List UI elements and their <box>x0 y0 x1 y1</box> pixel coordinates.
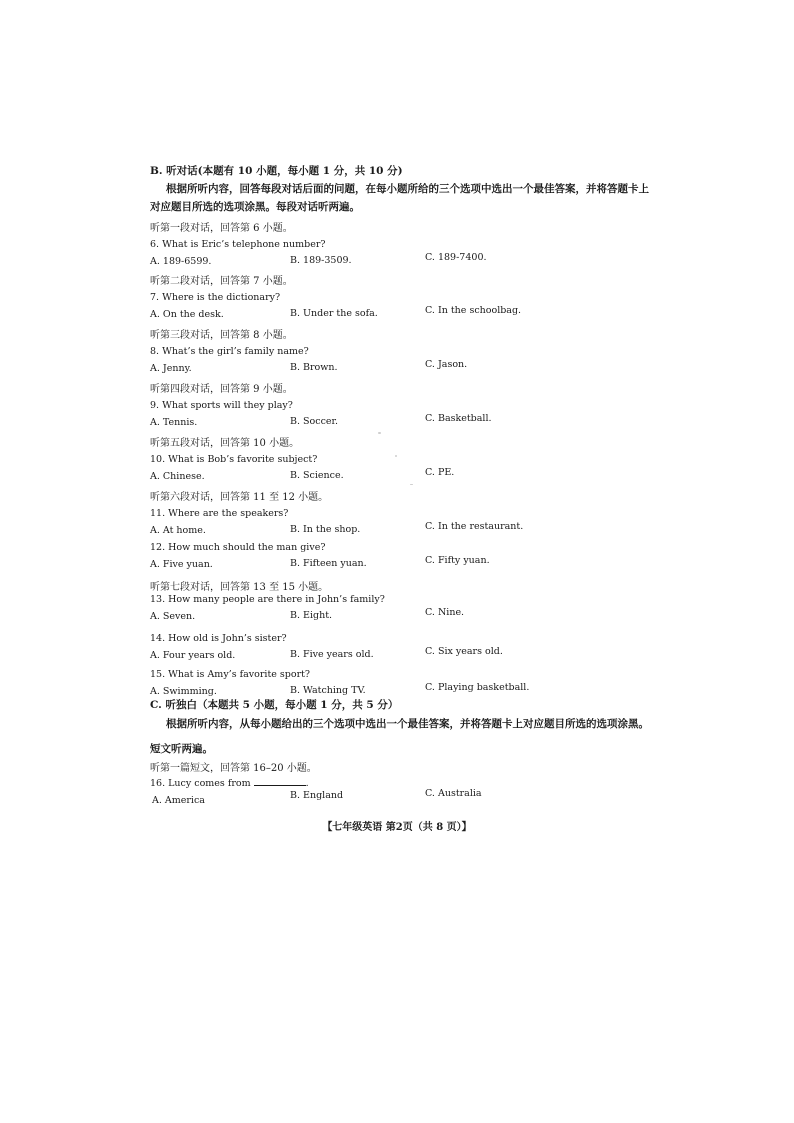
option-a: A. Five yuan. <box>150 559 213 570</box>
scan-speck <box>395 455 397 457</box>
option-c: C. Australia <box>425 788 482 799</box>
section-b-instruction-cont: 对应题目所选的选项涂黑。每段对话听两遍。 <box>150 201 360 213</box>
section-c-lead: 听第一篇短文，回答第 16–20 小题。 <box>150 763 317 774</box>
page-footer: 【七年级英语 第2页（共 8 页）】 <box>322 822 472 833</box>
dialogue-lead: 听第七段对话，回答第 13 至 15 小题。 <box>150 582 329 593</box>
question-text: 6. What is Eric’s telephone number? <box>150 239 326 250</box>
question-text: 11. Where are the speakers? <box>150 508 289 519</box>
option-c: C. Six years old. <box>425 646 503 657</box>
section-c-instruction: 根据所听内容，从每小题给出的三个选项中选出一个最佳答案，并将答题卡上对应题目所选的选项涂黑。 <box>166 718 649 730</box>
answer-blank <box>254 776 306 786</box>
option-b: B. Soccer. <box>290 416 339 427</box>
question-16-text: 16. Lucy comes from <box>150 778 251 789</box>
question-text: 14. How old is John’s sister? <box>150 633 287 644</box>
question-text: 15. What is Amy’s favorite sport? <box>150 669 311 680</box>
option-a: A. Chinese. <box>150 471 205 482</box>
question-text: 12. How much should the man give? <box>150 542 326 553</box>
section-b-instruction: 根据所听内容，回答每段对话后面的问题，在每小题所给的三个选项中选出一个最佳答案，并将答题卡上 <box>166 183 649 195</box>
option-c: C. Nine. <box>425 607 465 618</box>
question-text: 9. What sports will they play? <box>150 400 293 411</box>
option-b: B. Science. <box>290 470 344 481</box>
option-b: B. In the shop. <box>290 524 361 535</box>
question-text: 13. How many people are there in John’s family? <box>150 594 385 605</box>
option-a: A. Four years old. <box>150 650 236 661</box>
question-text: 10. What is Bob’s favorite subject? <box>150 454 318 465</box>
option-b: B. England <box>290 790 344 801</box>
section-c-instruction-cont: 短文听两遍。 <box>150 743 213 755</box>
option-b: B. Under the sofa. <box>290 308 378 319</box>
section-b-title: B. 听对话(本题有 10 小题，每小题 1 分，共 10 分) <box>150 165 403 177</box>
option-c: C. In the restaurant. <box>425 521 524 532</box>
option-a: A. On the desk. <box>150 309 224 320</box>
scan-speck <box>410 484 413 485</box>
option-b: B. Brown. <box>290 362 338 373</box>
option-a: A. At home. <box>150 525 206 536</box>
question-text: 8. What’s the girl’s family name? <box>150 346 309 357</box>
dialogue-lead: 听第二段对话，回答第 7 小题。 <box>150 276 293 287</box>
option-a: A. America <box>152 795 205 806</box>
question-16-period: . <box>305 778 309 789</box>
option-c: C. PE. <box>425 467 455 478</box>
scan-speck <box>378 432 381 434</box>
option-c: C. Jason. <box>425 359 468 370</box>
dialogue-lead: 听第四段对话，回答第 9 小题。 <box>150 384 293 395</box>
option-a: A. Swimming. <box>150 686 217 697</box>
option-a: A. 189-6599. <box>150 256 212 267</box>
option-b: B. 189-3509. <box>290 255 352 266</box>
option-b: B. Five years old. <box>290 649 374 660</box>
option-b: B. Watching TV. <box>290 685 366 696</box>
option-c: C. Playing basketball. <box>425 682 530 693</box>
option-a: A. Tennis. <box>150 417 198 428</box>
option-c: C. 189-7400. <box>425 252 487 263</box>
dialogue-lead: 听第三段对话，回答第 8 小题。 <box>150 330 293 341</box>
option-c: C. Basketball. <box>425 413 492 424</box>
dialogue-lead: 听第一段对话，回答第 6 小题。 <box>150 223 293 234</box>
section-c-title: C. 听独白（本题共 5 小题，每小题 1 分，共 5 分） <box>150 699 399 711</box>
option-a: A. Seven. <box>150 611 196 622</box>
dialogue-lead: 听第五段对话，回答第 10 小题。 <box>150 438 300 449</box>
option-b: B. Eight. <box>290 610 333 621</box>
option-b: B. Fifteen yuan. <box>290 558 367 569</box>
option-c: C. Fifty yuan. <box>425 555 490 566</box>
question-text: 7. Where is the dictionary? <box>150 292 281 303</box>
dialogue-lead: 听第六段对话，回答第 11 至 12 小题。 <box>150 492 329 503</box>
question-16 <box>150 776 309 789</box>
option-a: A. Jenny. <box>150 363 192 374</box>
option-c: C. In the schoolbag. <box>425 305 522 316</box>
